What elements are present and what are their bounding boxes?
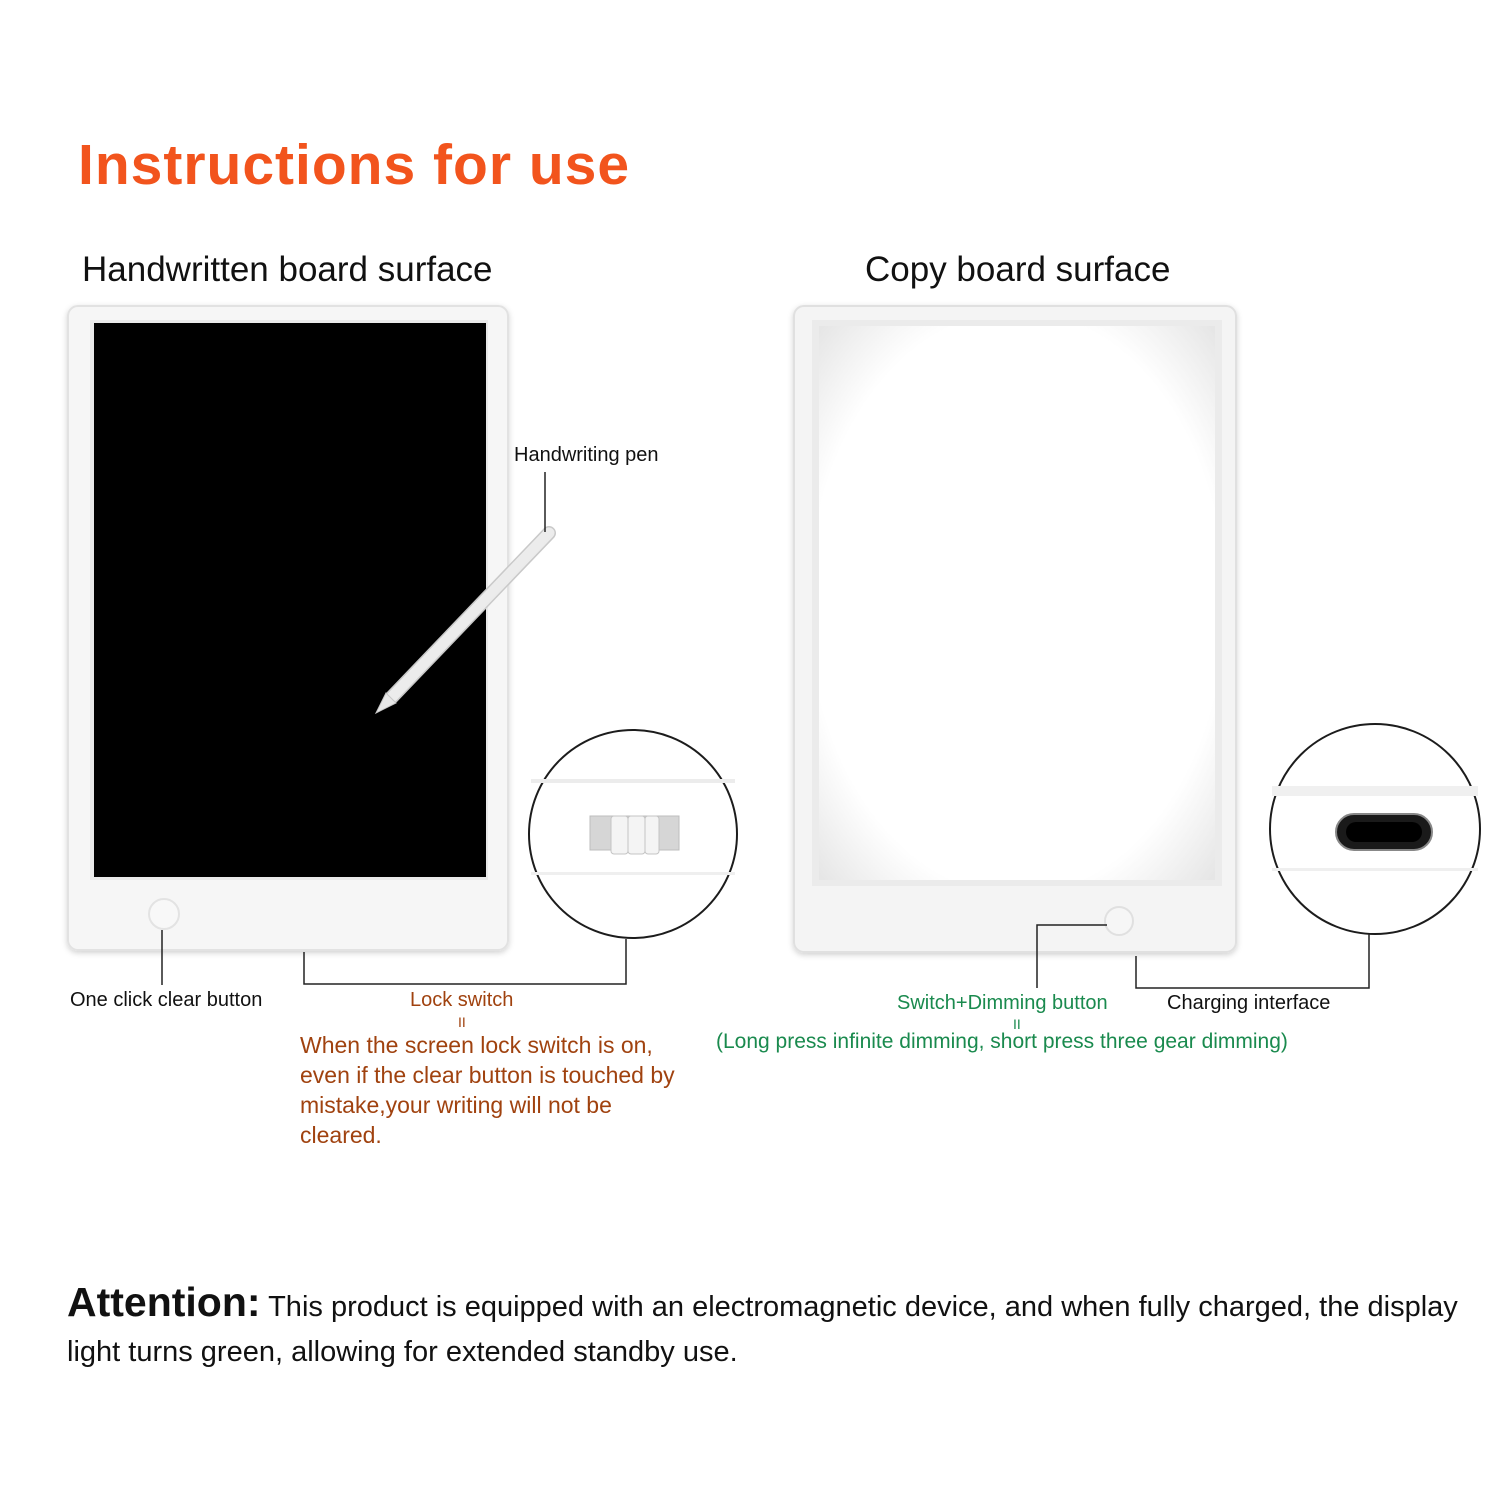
light-panel [819,326,1215,880]
switch-dimming-label: Switch+Dimming button [897,992,1108,1014]
dimming-button [1105,907,1133,935]
clear-button [149,899,179,929]
charging-zoom [1270,724,1480,934]
lock-description: When the screen lock switch is on, even if the clear button is touched by mistake,your writing will not be cleared. [300,1032,675,1148]
charging-interface-label: Charging interface [1167,992,1331,1014]
pen-label: Handwriting pen [514,444,659,466]
clear-button-label: One click clear button [70,989,263,1011]
page-title: Instructions for use [78,133,631,197]
equals-mark: II [458,1014,466,1030]
equals-mark: II [1013,1016,1021,1032]
copy-board [794,306,1236,952]
attention-label: Attention: [67,1279,261,1325]
dimming-description: (Long press infinite dimming, short press three gear dimming) [716,1030,1288,1053]
copy-board-heading: Copy board surface [865,250,1171,289]
handwritten-board-heading: Handwritten board surface [82,250,493,289]
attention-note [67,1280,1467,1375]
lcd-screen [94,323,486,877]
handwriting-board [68,306,508,950]
lock-switch-label: Lock switch [410,989,514,1011]
attention-text: This product is equipped with an electromagnetic device, and when fully charged, the display light turns green, allowing for extended standby use. [67,1291,1458,1368]
lock-switch-zoom [529,730,737,938]
